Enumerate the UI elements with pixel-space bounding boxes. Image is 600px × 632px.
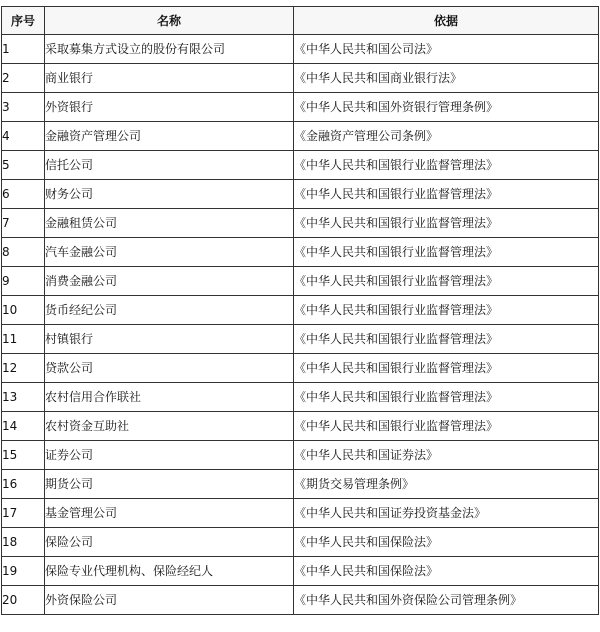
row-number: 18	[2, 528, 45, 557]
institution-name: 汽车金融公司	[45, 238, 294, 267]
table-row	[2, 238, 599, 267]
row-number: 11	[2, 325, 45, 354]
table-row	[2, 528, 599, 557]
legal-basis: 《中华人民共和国银行业监督管理法》	[294, 209, 599, 238]
institution-name: 采取募集方式设立的股份有限公司	[45, 35, 294, 64]
legal-basis: 《中华人民共和国银行业监督管理法》	[294, 296, 599, 325]
table-row	[2, 209, 599, 238]
legal-basis: 《中华人民共和国商业银行法》	[294, 64, 599, 93]
legal-basis: 《中华人民共和国银行业监督管理法》	[294, 412, 599, 441]
legal-basis: 《中华人民共和国外资银行管理条例》	[294, 93, 599, 122]
header-basis: 依据	[294, 7, 599, 35]
header-no: 序号	[2, 7, 45, 35]
table-row	[2, 35, 599, 64]
institution-name: 货币经纪公司	[45, 296, 294, 325]
table-row	[2, 296, 599, 325]
table-row	[2, 93, 599, 122]
table-row	[2, 267, 599, 296]
legal-basis: 《中华人民共和国银行业监督管理法》	[294, 151, 599, 180]
row-number: 14	[2, 412, 45, 441]
row-number: 10	[2, 296, 45, 325]
row-number: 4	[2, 122, 45, 151]
row-number: 5	[2, 151, 45, 180]
legal-basis: 《中华人民共和国银行业监督管理法》	[294, 383, 599, 412]
table-row	[2, 325, 599, 354]
table-row	[2, 180, 599, 209]
table-row	[2, 383, 599, 412]
table-row	[2, 122, 599, 151]
legal-basis: 《金融资产管理公司条例》	[294, 122, 599, 151]
legal-basis: 《中华人民共和国证券法》	[294, 441, 599, 470]
legal-basis: 《期货交易管理条例》	[294, 470, 599, 499]
row-number: 3	[2, 93, 45, 122]
legal-basis: 《中华人民共和国银行业监督管理法》	[294, 180, 599, 209]
institution-basis-table	[1, 6, 599, 615]
legal-basis: 《中华人民共和国保险法》	[294, 557, 599, 586]
table-row	[2, 151, 599, 180]
institution-name: 村镇银行	[45, 325, 294, 354]
row-number: 19	[2, 557, 45, 586]
row-number: 8	[2, 238, 45, 267]
legal-basis: 《中华人民共和国外资保险公司管理条例》	[294, 586, 599, 615]
legal-basis: 《中华人民共和国公司法》	[294, 35, 599, 64]
table-row	[2, 557, 599, 586]
legal-basis: 《中华人民共和国银行业监督管理法》	[294, 238, 599, 267]
institution-name: 贷款公司	[45, 354, 294, 383]
table-row	[2, 499, 599, 528]
institution-name: 金融资产管理公司	[45, 122, 294, 151]
institution-name: 保险专业代理机构、保险经纪人	[45, 557, 294, 586]
institution-name: 农村资金互助社	[45, 412, 294, 441]
institution-name: 基金管理公司	[45, 499, 294, 528]
institution-name: 外资保险公司	[45, 586, 294, 615]
institution-name: 保险公司	[45, 528, 294, 557]
institution-name: 信托公司	[45, 151, 294, 180]
table-body	[2, 35, 599, 615]
legal-basis: 《中华人民共和国银行业监督管理法》	[294, 267, 599, 296]
row-number: 17	[2, 499, 45, 528]
institution-name: 商业银行	[45, 64, 294, 93]
legal-basis: 《中华人民共和国证券投资基金法》	[294, 499, 599, 528]
table-row	[2, 354, 599, 383]
row-number: 9	[2, 267, 45, 296]
row-number: 20	[2, 586, 45, 615]
institution-name: 农村信用合作联社	[45, 383, 294, 412]
row-number: 6	[2, 180, 45, 209]
row-number: 1	[2, 35, 45, 64]
row-number: 15	[2, 441, 45, 470]
table-row	[2, 64, 599, 93]
table-row	[2, 586, 599, 615]
legal-basis: 《中华人民共和国银行业监督管理法》	[294, 325, 599, 354]
row-number: 2	[2, 64, 45, 93]
legal-basis: 《中华人民共和国保险法》	[294, 528, 599, 557]
row-number: 7	[2, 209, 45, 238]
table-row	[2, 441, 599, 470]
row-number: 16	[2, 470, 45, 499]
institution-name: 消费金融公司	[45, 267, 294, 296]
legal-basis: 《中华人民共和国银行业监督管理法》	[294, 354, 599, 383]
table-row	[2, 412, 599, 441]
institution-name: 期货公司	[45, 470, 294, 499]
institution-name: 金融租赁公司	[45, 209, 294, 238]
table-row	[2, 470, 599, 499]
header-name: 名称	[45, 7, 294, 35]
institution-name: 财务公司	[45, 180, 294, 209]
row-number: 12	[2, 354, 45, 383]
institution-name: 外资银行	[45, 93, 294, 122]
row-number: 13	[2, 383, 45, 412]
table-header-row	[2, 7, 599, 35]
institution-name: 证券公司	[45, 441, 294, 470]
